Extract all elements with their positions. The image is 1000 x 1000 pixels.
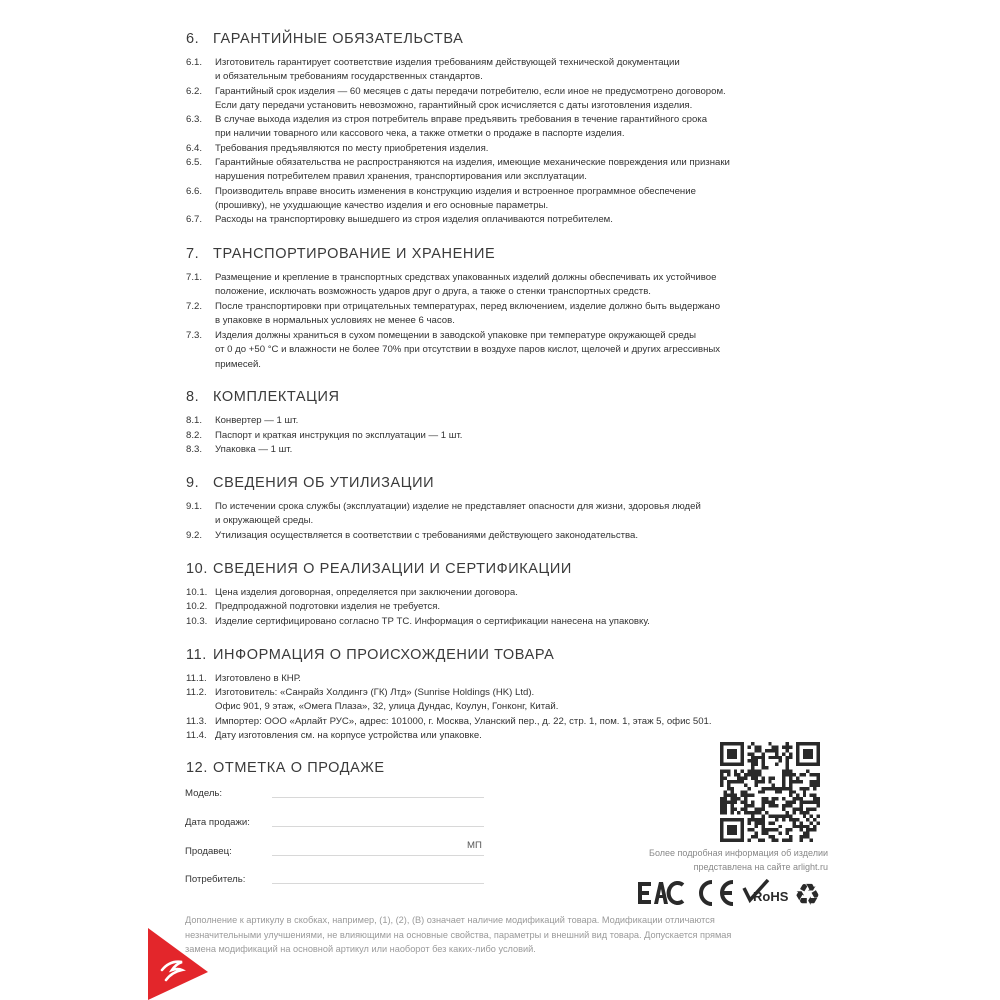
- seller-label: Продавец:: [185, 846, 232, 857]
- consumer-label: Потребитель:: [185, 874, 246, 885]
- svg-text:RoHS: RoHS: [753, 889, 789, 904]
- qr-code[interactable]: [720, 742, 820, 842]
- model-label: Модель:: [185, 788, 223, 799]
- section-9-title: 9. СВЕДЕНИЯ ОБ УТИЛИЗАЦИИ: [186, 475, 435, 491]
- section-8-title: 8. КОМПЛЕКТАЦИЯ: [186, 389, 340, 405]
- qr-finder-pattern: [796, 742, 820, 766]
- ce-mark: [701, 882, 733, 904]
- section-12-title: 12. ОТМЕТКА О ПРОДАЖЕ: [186, 760, 385, 776]
- rohs-mark: [744, 880, 789, 904]
- consumer-field[interactable]: [272, 883, 484, 884]
- svg-text:♻: ♻: [794, 878, 821, 913]
- certification-marks: [636, 876, 826, 913]
- eac-mark: [638, 882, 683, 911]
- model-field[interactable]: [272, 797, 484, 798]
- seller-field[interactable]: [272, 855, 484, 856]
- modification-footnote: Дополнение к артикулу в скобках, например, (1), (2), (В) означает наличие модификаций товара. Модификации отличаются незначительными улучшениями, не влияющими на основные свойства, параметры и внешний вид товара. Допускается прямая замена модификаций на основной артикул или наоборот без каких-либо условий.: [185, 915, 732, 954]
- qr-caption: Более подробная информация об изделии представлена на сайте arlight.ru: [649, 848, 828, 872]
- qr-finder-pattern: [720, 818, 744, 842]
- svg-text:EAC: EAC: [654, 910, 657, 911]
- section-7-title: 7. ТРАНСПОРТИРОВАНИЕ И ХРАНЕНИЕ: [186, 246, 496, 262]
- section-6-title: 6. ГАРАНТИЙНЫЕ ОБЯЗАТЕЛЬСТВА: [186, 31, 464, 47]
- passport-page: 6. ГАРАНТИЙНЫЕ ОБЯЗАТЕЛЬСТВА 6.1. Изготовитель гарантирует соответствие изделия требованиям действующей технической документации и обязательным требованиям государственных стандартов. 6.2. Гарантийный срок изделия — 60 месяцев с даты передачи потребителю, если иное не предусмотрено договором. Если дату передачи установить невозможно, гарантийный срок исчисляется с даты изготовления изделия. 6.3. В случае выхода изделия из строя потребитель вправе предъявить требования в течение гарантийного срока при наличии товарного или кассового чека, а также отметки о продаже в паспорте изделия. 6.4. Требования предъявляются по месту приобретения изделия. 6.5. Гарантийные обязательства не распространяются на изделия, имеющие механические повреждения или признаки нарушения потребителем правил хранения, транспортирования или эксплуатации. 6.6. Производитель вправе вносить изменения в конструкцию изделия и встроенное программное обеспечение (прошивку), не ухудшающие качество изделия и его основные параметры. 6.7. Расходы на транспортировку вышедшего из строя изделия оплачиваются потребителем. 7. ТРАНСПОРТИРОВАНИЕ И ХРАНЕНИЕ 7.1. Размещение и крепление в транспортных средствах упакованных изделий должны обеспечивать их устойчивое положение, исключать возможность ударов друг о друга, а также о стенки транспортных средств. 7.2. После транспортировки при отрицательных температурах, перед включением, изделие должно быть выдержано в упаковке в нормальных условиях не менее 6 часов. 7.3. Изделия должны храниться в сухом помещении в заводской упаковке при температуре окружающей среды от 0 до +50 °С и влажности не более 70% при отсутствии в воздухе паров кислот, щелочей и других агрессивных примесей. 8. КОМПЛЕКТАЦИЯ 8.1. Конвертер — 1 шт. 8.2. Паспорт и краткая инструкция по эксплуатации — 1 шт. 8.3. Упаковка — 1 шт. 9. СВЕДЕНИЯ ОБ УТИЛИЗАЦИИ 9.1. По истечении срока службы (эксплуатации) изделие не представляет опасности для жизни, здоровья людей и окружающей среды. 9.2. Утилизация осуществляется в соответствии с требованиями действующего законодательства. 10. СВЕДЕНИЯ О РЕАЛИЗАЦИИ И СЕРТИФИКАЦИИ 10.1. Цена изделия договорная, определяется при заключении договора. 10.2. Предпродажной подготовки изделия не требуется. 10.3. Изделие сертифицировано согласно ТР ТС. Информация о сертификации нанесена на упаковку. 11. ИНФОРМАЦИЯ О ПРОИСХОЖДЕНИИ ТОВАРА 11.1. Изготовлено в КНР. 11.2. Изготовитель: «Санрайз Холдингэ (ГК) Лтд» (Sunrise Holdings (HK) Ltd). Офис 901, 9 этаж, «Омега Плаза», 32, улица Дундас, Коулун, Гонконг, Китай. 11.3. Импортер: ООО «Арлайт РУС», адрес: 101000, г. Москва, Уланский пер., д. 22, стр. 1, пом. 1, этаж 5, офис 501. 11.4. Дату изготовления см. на корпусе устройства или упаковке. 12. ОТМЕТКА О ПРОДАЖЕ Модель: Дата продажи: Продавец: МП Потребитель: Более подробная информация об изделии представлена на сайте arlight.ru EAC RoHS ♻ Дополнение к артикулу в скобках, например, (1), (2), (В) означает наличие модификаций товара. Модификации отличаются незначительными улучшениями, не влияющими на основные свойства, параметры и внешний вид товара. Допускается прямая замена модификаций на основной артикул или наоборот без каких-либо условий.: [0, 0, 1000, 1000]
- brand-corner-logo: [148, 928, 208, 1000]
- qr-finder-pattern: [720, 742, 744, 766]
- recycle-icon: [794, 878, 821, 913]
- stamp-label: МП: [467, 840, 482, 851]
- section-10-title: 10. СВЕДЕНИЯ О РЕАЛИЗАЦИИ И СЕРТИФИКАЦИИ: [186, 561, 572, 577]
- section-11-title: 11. ИНФОРМАЦИЯ О ПРОИСХОЖДЕНИИ ТОВАРА: [186, 647, 555, 663]
- sale-date-label: Дата продажи:: [185, 817, 250, 828]
- sale-date-field[interactable]: [272, 826, 484, 827]
